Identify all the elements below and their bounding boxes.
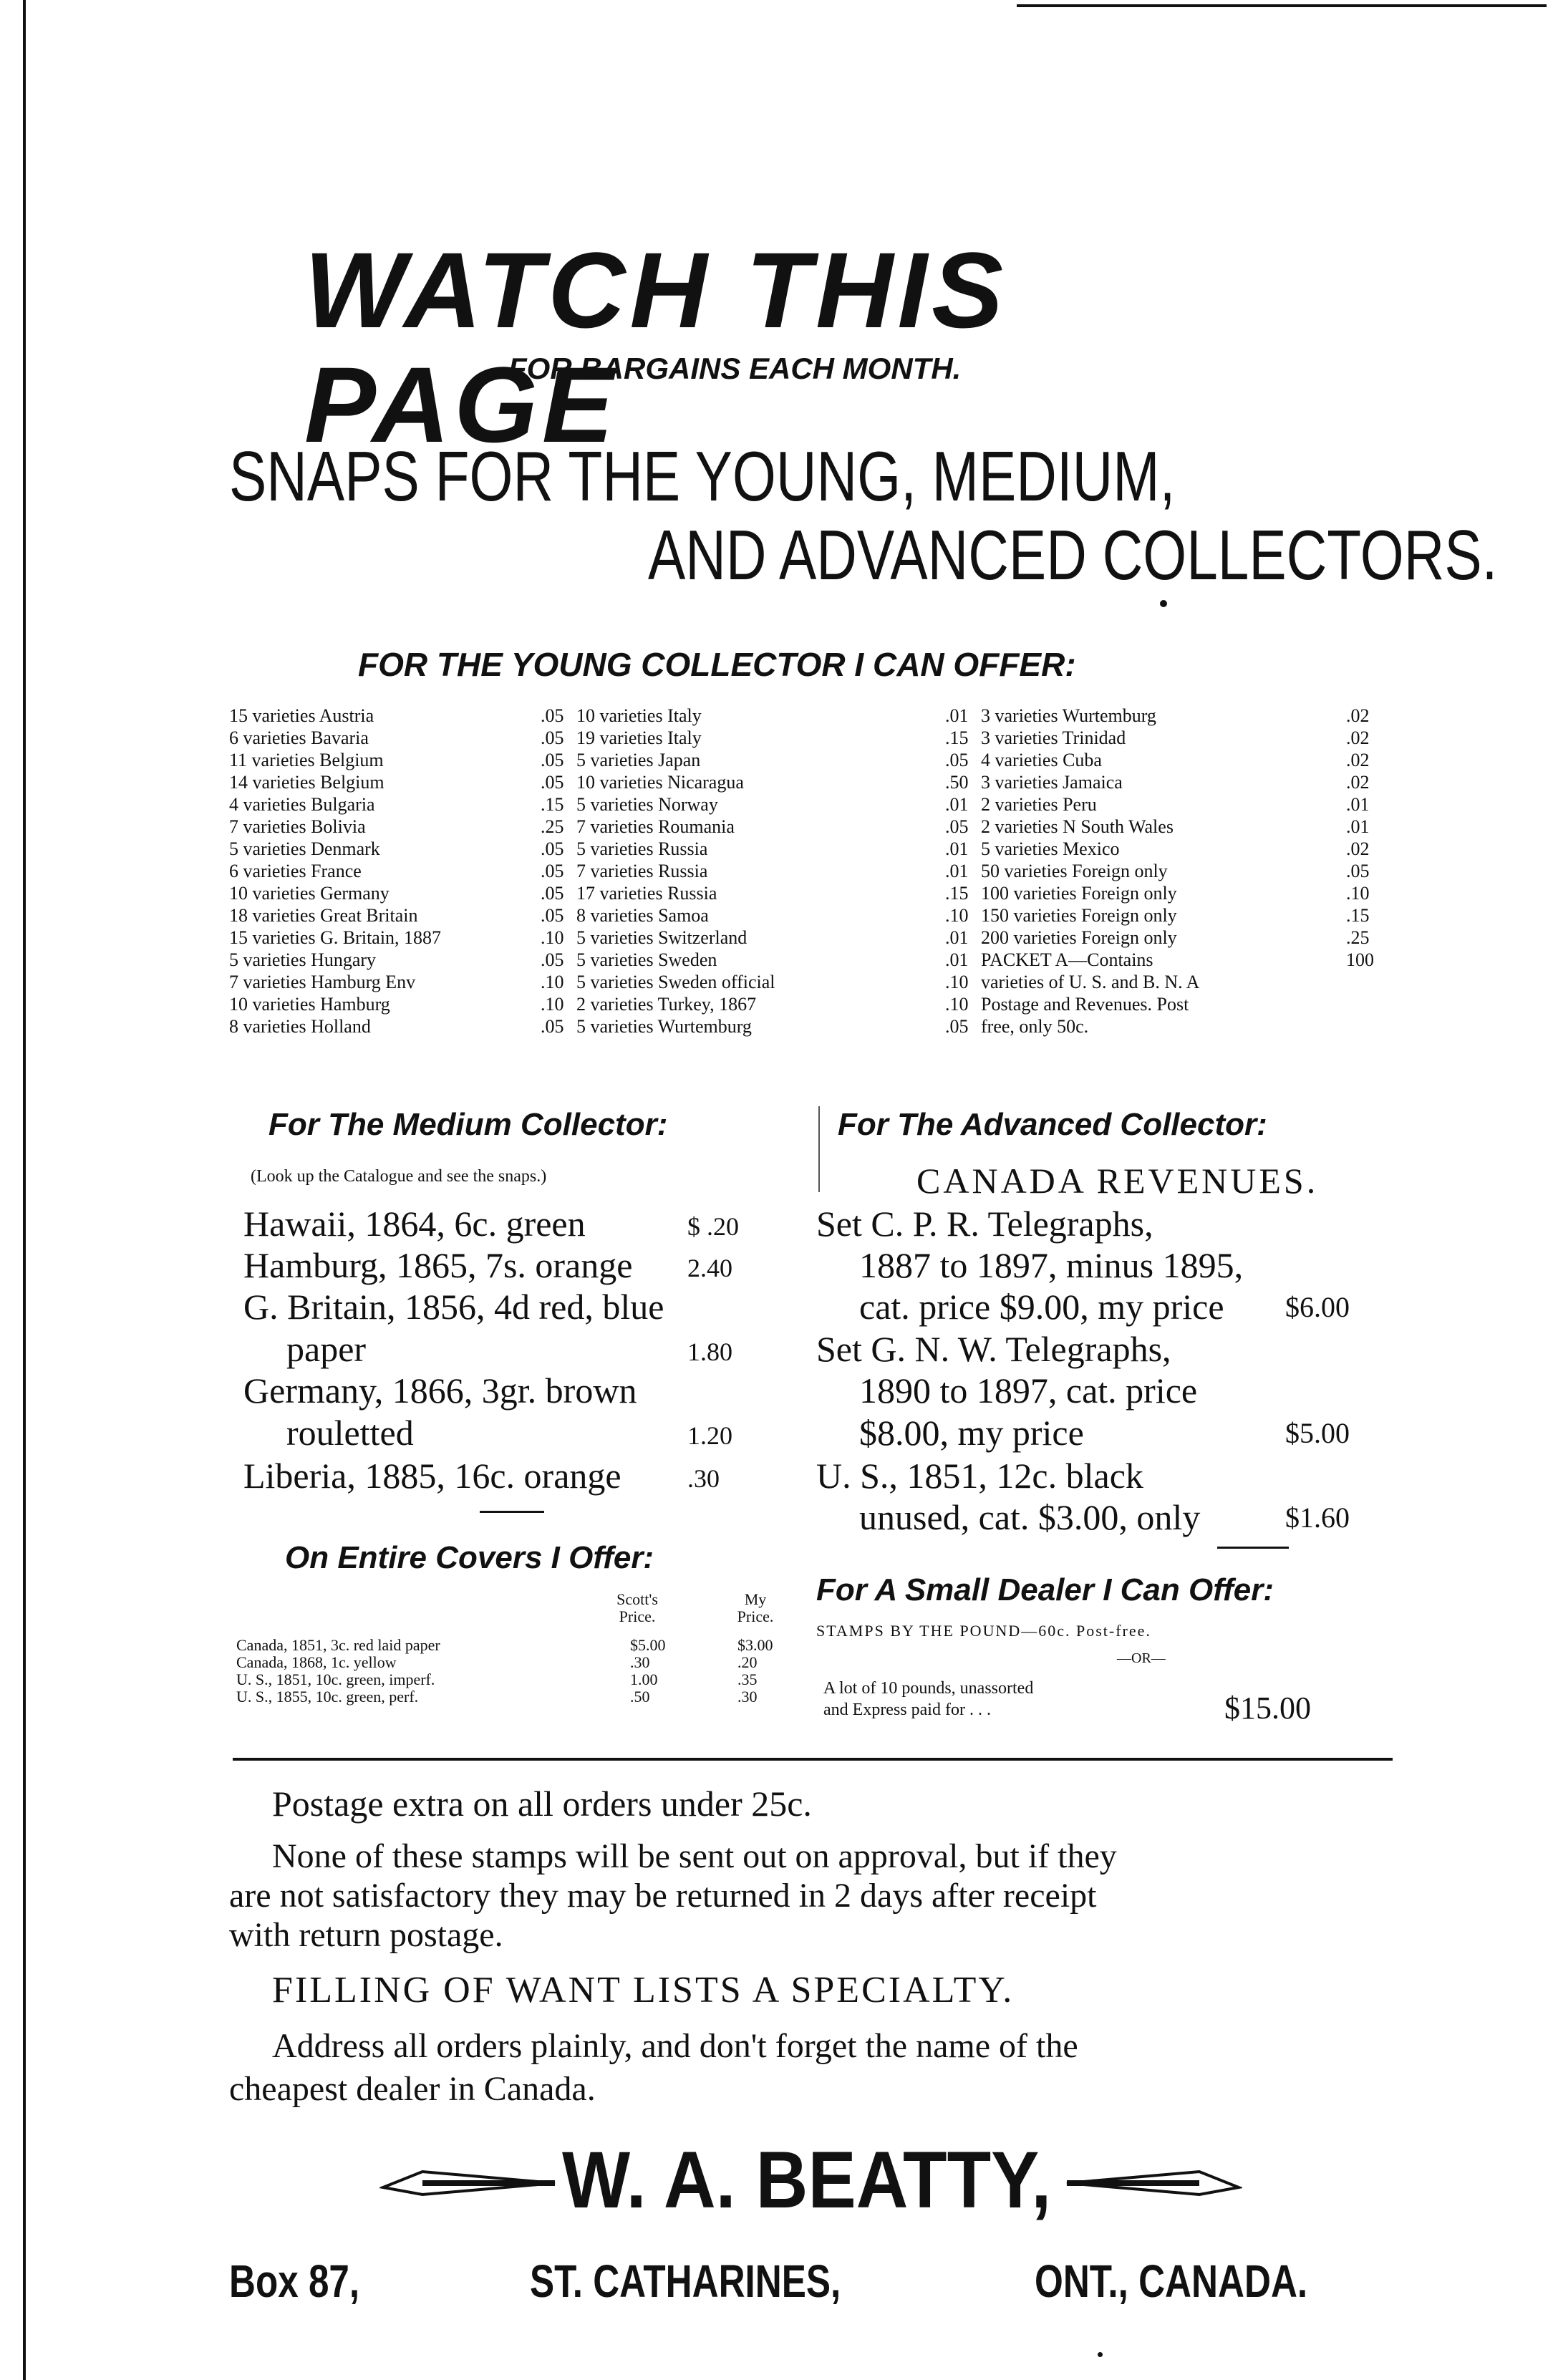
young-item: 5 varieties Japan [576,750,701,770]
young-item-price: .01 [1346,816,1370,837]
young-item: 10 varieties Italy [576,705,702,726]
young-item-price: .01 [1346,794,1370,815]
postage-note: Postage extra on all orders under 25c. [272,1784,812,1824]
medium-item-price: 2.40 [687,1254,732,1282]
medium-end-rule [480,1511,544,1513]
advanced-item: Set C. P. R. Telegraphs, [816,1204,1153,1244]
advanced-item: 1887 to 1897, minus 1895, [859,1245,1244,1285]
dealer-line-2: A lot of 10 pounds, unassorted [823,1679,1034,1698]
young-item-price: .01 [945,927,969,948]
want-lists-line: FILLING OF WANT LISTS A SPECIALTY. [272,1970,1015,2011]
young-item: 5 varieties Denmark [229,838,380,859]
top-border-line [1017,4,1547,7]
advanced-item: cat. price $9.00, my price [859,1287,1224,1327]
young-item: 2 varieties Peru [981,794,1097,815]
young-item: 50 varieties Foreign only [981,861,1168,881]
dealer-name: W. A. BEATTY, [562,2135,1052,2225]
young-item-price: .01 [945,949,969,970]
young-item: PACKET A—Contains [981,949,1153,970]
young-item: 18 varieties Great Britain [229,905,418,926]
young-item: 6 varieties Bavaria [229,727,369,748]
covers-col-head-my: My Price. [737,1590,774,1625]
young-item-price: .25 [1346,927,1370,948]
dealer-line-3: and Express paid for . . . [823,1701,991,1719]
medium-item: Germany, 1866, 3gr. brown [243,1370,637,1411]
address-line-1: Address all orders plainly, and don't forget the name of the [272,2027,1078,2065]
young-item: 5 varieties Sweden [576,949,717,970]
headline: WATCH THIS PAGE [304,230,1008,465]
medium-item: rouletted [286,1413,414,1453]
young-item: 7 varieties Russia [576,861,708,881]
young-item: 5 varieties Sweden official [576,972,775,992]
young-item: Postage and Revenues. Post [981,994,1189,1015]
young-item-price: .05 [541,772,564,793]
young-item-price: .05 [945,750,969,770]
young-item: 5 varieties Norway [576,794,718,815]
young-item: 10 varieties Germany [229,883,390,904]
young-item-price: .15 [1346,905,1370,926]
cover-item: U. S., 1851, 10c. green, imperf. [236,1670,435,1688]
young-item: 6 varieties France [229,861,362,881]
young-item-price: .50 [945,772,969,793]
young-item: 5 varieties Hungary [229,949,377,970]
young-item-price: .02 [1346,705,1370,726]
medium-item: paper [286,1329,367,1369]
young-item: 200 varieties Foreign only [981,927,1177,948]
advanced-collector-heading: For The Advanced Collector: [838,1107,1267,1142]
young-item: 3 varieties Wurtemburg [981,705,1156,726]
young-item-price: .05 [541,750,564,770]
medium-item-price: 1.20 [687,1421,732,1450]
young-item-price: .05 [945,816,969,837]
young-item-price: .15 [945,727,969,748]
address-line-2: cheapest dealer in Canada. [229,2070,596,2108]
covers-col-head-scott: Scott's Price. [616,1590,658,1625]
cover-item: Canada, 1851, 3c. red laid paper [236,1636,440,1654]
young-item-price: .10 [945,972,969,992]
covers-heading: On Entire Covers I Offer: [285,1540,654,1575]
young-item: 3 varieties Jamaica [981,772,1123,793]
left-border-line [23,0,26,2380]
medium-item: Hamburg, 1865, 7s. orange [243,1245,633,1285]
section-rule [233,1758,1393,1761]
advanced-item: 1890 to 1897, cat. price [859,1370,1198,1411]
cover-scott-price: .30 [630,1653,650,1671]
right-pen-flourish [1063,2159,1242,2202]
medium-item-price: $ .20 [687,1212,739,1241]
young-item-price: .25 [541,816,564,837]
advanced-item-price: $1.60 [1285,1501,1350,1534]
young-item: 2 varieties Turkey, 1867 [576,994,757,1015]
medium-item: Liberia, 1885, 16c. orange [243,1456,621,1496]
young-item-price: .05 [1346,861,1370,881]
snaps-line-2: AND ADVANCED COLLECTORS. [648,516,1498,594]
young-item: varieties of U. S. and B. N. A [981,972,1200,992]
approval-line-1: None of these stamps will be sent out on approval, but if they [272,1837,1117,1875]
medium-item-price: .30 [687,1464,720,1493]
young-item: 7 varieties Bolivia [229,816,366,837]
cover-my-price: .20 [737,1653,758,1671]
young-item: 15 varieties G. Britain, 1887 [229,927,442,948]
young-item: 2 varieties N South Wales [981,816,1174,837]
young-item: 7 varieties Roumania [576,816,735,837]
young-item: 5 varieties Mexico [981,838,1120,859]
dealer-price: $15.00 [1224,1690,1311,1726]
medium-collector-note: (Look up the Catalogue and see the snaps.) [251,1167,547,1186]
box-number: Box 87, [229,2255,360,2307]
young-item-price: .02 [1346,727,1370,748]
young-item-price: .02 [1346,838,1370,859]
young-item-price: .01 [945,838,969,859]
young-item: free, only 50c. [981,1016,1089,1037]
advanced-item: U. S., 1851, 12c. black [816,1456,1143,1496]
cover-item: U. S., 1855, 10c. green, perf. [236,1688,419,1706]
young-item: 7 varieties Hamburg Env [229,972,416,992]
advanced-end-rule [1217,1547,1289,1549]
cover-scott-price: .50 [630,1688,650,1706]
young-item-price: .05 [541,861,564,881]
advanced-item-price: $6.00 [1285,1291,1350,1323]
medium-item-price: 1.80 [687,1337,732,1366]
advanced-item: $8.00, my price [859,1413,1084,1453]
young-item: 10 varieties Nicaragua [576,772,744,793]
city: ST. CATHARINES, [530,2255,841,2307]
young-item: 5 varieties Switzerland [576,927,748,948]
young-item-price: 100 [1346,949,1374,970]
young-item: 17 varieties Russia [576,883,717,904]
approval-line-2: are not satisfactory they may be returned in 2 days after receipt [229,1877,1097,1915]
young-item: 10 varieties Hamburg [229,994,390,1015]
young-item-price: .10 [541,972,564,992]
cover-my-price: $3.00 [737,1636,773,1654]
young-item-price: .05 [945,1016,969,1037]
advanced-item: Set G. N. W. Telegraphs, [816,1329,1171,1369]
young-item: 150 varieties Foreign only [981,905,1177,926]
young-item-price: .05 [541,883,564,904]
young-item-price: .02 [1346,772,1370,793]
young-item-price: .10 [541,927,564,948]
dealer-heading: For A Small Dealer I Can Offer: [816,1572,1274,1607]
young-item-price: .05 [541,838,564,859]
approval-line-3: with return postage. [229,1916,503,1954]
advanced-item: unused, cat. $3.00, only [859,1497,1201,1537]
subheadline: FOR BARGAINS EACH MONTH. [508,352,962,385]
young-item-price: .01 [945,794,969,815]
young-item: 11 varieties Belgium [229,750,384,770]
young-item: 15 varieties Austria [229,705,374,726]
young-item: 4 varieties Cuba [981,750,1102,770]
young-item-price: .15 [945,883,969,904]
cover-scott-price: $5.00 [630,1636,666,1654]
province-country: ONT., CANADA. [1035,2255,1308,2307]
young-item-price: .05 [541,1016,564,1037]
ornament-dot [1160,600,1167,607]
young-item-price: .02 [1346,750,1370,770]
young-item-price: .10 [541,994,564,1015]
cover-my-price: .30 [737,1688,758,1706]
young-item-price: .05 [541,705,564,726]
young-item: 3 varieties Trinidad [981,727,1126,748]
cover-item: Canada, 1868, 1c. yellow [236,1653,397,1671]
young-item: 8 varieties Samoa [576,905,709,926]
young-item-price: .01 [945,861,969,881]
cover-my-price: .35 [737,1670,758,1688]
young-item: 14 varieties Belgium [229,772,384,793]
young-item: 8 varieties Holland [229,1016,371,1037]
young-item-price: .10 [945,994,969,1015]
young-item-price: .05 [541,727,564,748]
snaps-line-1: SNAPS FOR THE YOUNG, MEDIUM, [229,437,1176,516]
young-item: 4 varieties Bulgaria [229,794,375,815]
column-divider [818,1106,820,1192]
cover-scott-price: 1.00 [630,1670,658,1688]
young-item-price: .05 [541,905,564,926]
young-item-price: .10 [1346,883,1370,904]
young-collector-heading: FOR THE YOUNG COLLECTOR I CAN OFFER: [358,646,1076,683]
dealer-or: —OR— [1117,1650,1166,1666]
young-item: 19 varieties Italy [576,727,702,748]
young-item-price: .05 [541,949,564,970]
left-pen-flourish [379,2159,558,2202]
medium-item: Hawaii, 1864, 6c. green [243,1204,586,1244]
young-item-price: .01 [945,705,969,726]
young-item-price: .15 [541,794,564,815]
medium-item: G. Britain, 1856, 4d red, blue [243,1287,664,1327]
young-item: 5 varieties Wurtemburg [576,1016,752,1037]
young-item: 100 varieties Foreign only [981,883,1177,904]
medium-collector-heading: For The Medium Collector: [268,1107,668,1142]
dealer-line-1: STAMPS BY THE POUND—60c. Post-free. [816,1622,1151,1640]
young-item: 5 varieties Russia [576,838,708,859]
advanced-item-price: $5.00 [1285,1417,1350,1449]
bottom-dot [1098,2352,1103,2357]
young-item-price: .10 [945,905,969,926]
canada-revenues-title: CANADA REVENUES. [916,1161,1319,1201]
